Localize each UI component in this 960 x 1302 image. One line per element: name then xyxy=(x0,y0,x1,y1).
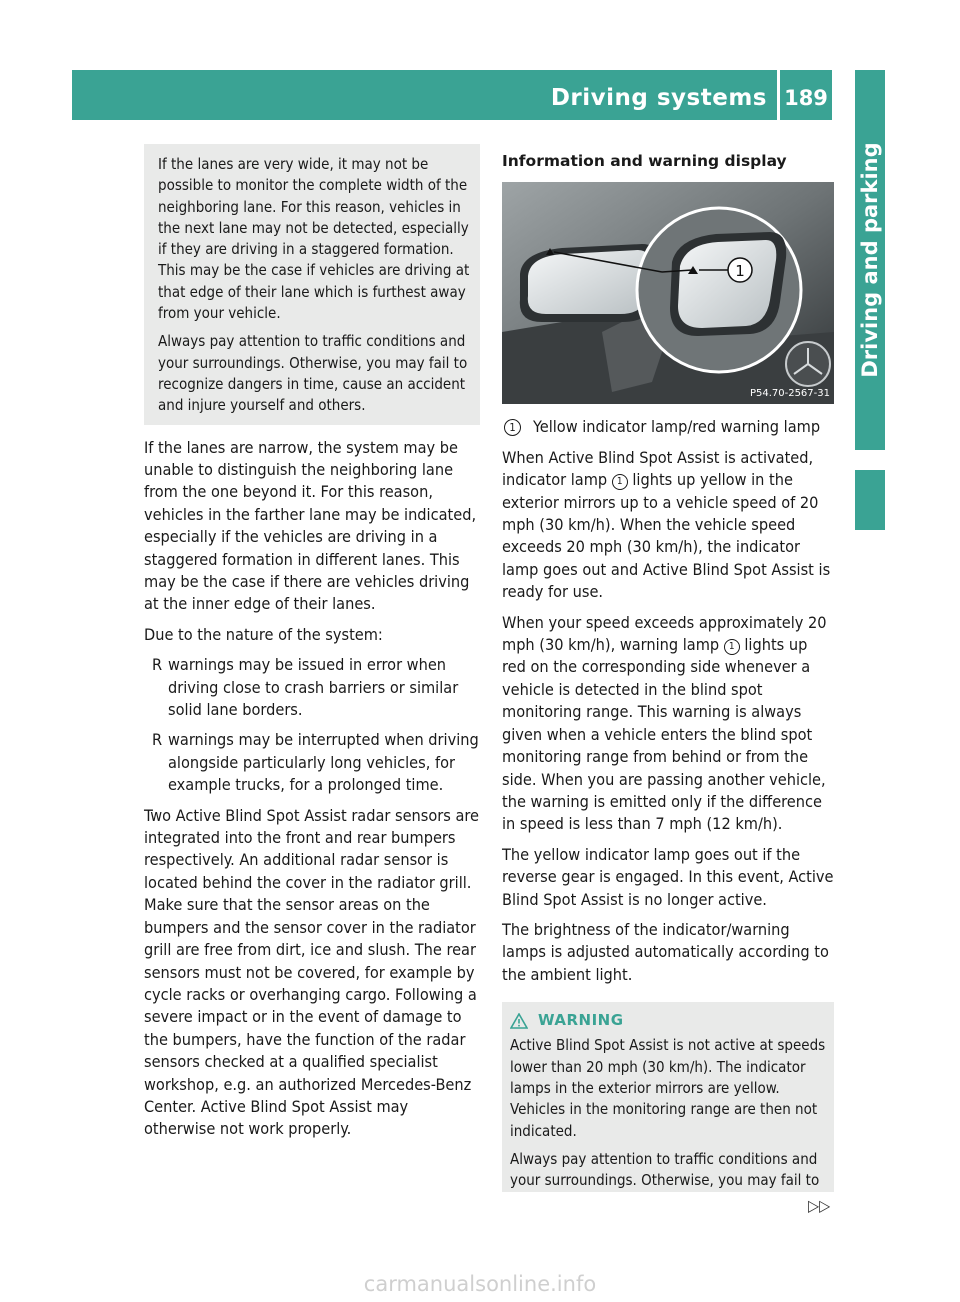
figure-callout: 1 xyxy=(735,262,745,281)
warning-paragraph: Active Blind Spot Assist is not active at speeds lower than 20 mph (30 km/h). The indicator lamps in the exterior mirrors are yellow. Vehicles in the monitoring range are then not indicated. xyxy=(510,1036,826,1140)
bullet-marker: R xyxy=(152,655,163,675)
note-box xyxy=(144,144,480,425)
paragraph-warning-lamp xyxy=(502,612,834,836)
note-paragraph: If the lanes are very wide, it may not be possible to monitor the complete width of the neighboring lane. For this reason, vehicles in the next lane may not be detected, especially if they are driving in a staggered formation. This may be the case if vehicles are driving at that edge of their lane which is furthest away from your vehicle. xyxy=(158,155,470,323)
bullet-marker: R xyxy=(152,730,163,750)
mirror-illustration xyxy=(502,182,834,404)
continued-arrow-icon: ▷▷ xyxy=(808,1196,831,1215)
callout-number-icon: 1 xyxy=(504,419,521,436)
callout-number-icon: 1 xyxy=(612,474,628,490)
page-header xyxy=(72,70,832,120)
paragraph-radar-sensors: Two Active Blind Spot Assist radar sensors are integrated into the front and rear bumpers respectively. An additional radar sensor is located behind the cover in the radiator grill. Make sure that the sensor areas on the bumpers and the sensor cover in the radiator grill are free from dirt, ice and slush. The rear sensors must not be covered, for example by cycle racks or overhanging cargo. Following a severe impact or in the event of damage to the bumpers, have the function of the radar sensors checked at a qualified specialist workshop, e.g. an authorized Mercedes-Benz Center. Active Blind Spot Assist may otherwise not work properly. xyxy=(144,805,479,1139)
paragraph-text: When Active Blind Spot Assist is activated, indicator lamp xyxy=(502,447,814,490)
paragraph-text: When your speed exceeds approximately 20 mph (30 km/h), warning lamp xyxy=(502,612,827,655)
legend-text: Yellow indicator lamp/red warning lamp xyxy=(533,417,821,437)
paragraph-brightness: The brightness of the indicator/warning lamps is adjusted automatically according to the ambient light. xyxy=(502,919,829,984)
figure-code: P54.70-2567-31 xyxy=(749,388,830,400)
callout-number-icon: 1 xyxy=(724,639,740,655)
paragraph-reverse-gear: The yellow indicator lamp goes out if the reverse gear is engaged. In this event, Active Blind Spot Assist is no longer active. xyxy=(502,844,834,909)
warning-box xyxy=(502,1002,834,1192)
note-paragraph: Always pay attention to traffic conditions and your surroundings. Otherwise, you may fail to recognize dangers in time, cause an accident and injure yourself and others. xyxy=(158,332,468,415)
subheading: Information and warning display xyxy=(502,152,787,170)
figure-legend xyxy=(502,416,834,438)
paragraph-text: lights up yellow in the exterior mirrors up to a vehicle speed of 20 mph (30 km/h). When the vehicle speed exceeds 20 mph (30 km/h), the indicator lamp goes out and Active Blind Spot Assist is ready for use. xyxy=(502,470,831,602)
left-column xyxy=(144,144,480,1149)
warning-paragraph: Always pay attention to traffic conditions and your surroundings. Otherwise, you may fail to xyxy=(510,1149,820,1190)
chapter-tab-label: Driving and parking xyxy=(858,142,882,378)
paragraph-system-nature: Due to the nature of the system: xyxy=(144,624,383,644)
list-item-text: warnings may be interrupted when driving alongside particularly long vehicles, for example trucks, for a prolonged time. xyxy=(168,730,479,795)
chapter-tab-marker xyxy=(855,470,885,530)
mirror-photo xyxy=(502,182,834,404)
page-number: 189 xyxy=(784,86,828,110)
paragraph-text: lights up red on the corresponding side whenever a vehicle is detected in the blind spot monitoring range. This warning is always given when a vehicle enters the blind spot monitoring range from behind or from the side. When you are passing another vehicle, the warning is emitted only if the difference in speed is less than 7 mph (12 km/h). xyxy=(502,635,826,834)
chapter-tab xyxy=(855,70,885,450)
warning-label: WARNING xyxy=(538,1011,624,1030)
paragraph-narrow-lanes: If the lanes are narrow, the system may be unable to distinguish the neighboring lane from the one beyond it. For this reason, vehicles in the farther lane may be indicated, especially if the vehicles are driving in a staggered formation in different lanes. This may be the case if there are vehicles driving at the inner edge of their lanes. xyxy=(144,437,477,614)
right-column xyxy=(502,150,834,1192)
warning-triangle-icon xyxy=(510,1013,528,1029)
watermark: carmanualsonline.info xyxy=(363,1272,597,1296)
list-item-text: warnings may be issued in error when driving close to crash barriers or similar solid lane borders. xyxy=(168,655,459,720)
section-title: Driving systems xyxy=(550,85,767,111)
paragraph-activation xyxy=(502,447,834,604)
list-item xyxy=(144,729,480,796)
warning-header xyxy=(510,1010,828,1031)
list-item xyxy=(144,654,480,721)
